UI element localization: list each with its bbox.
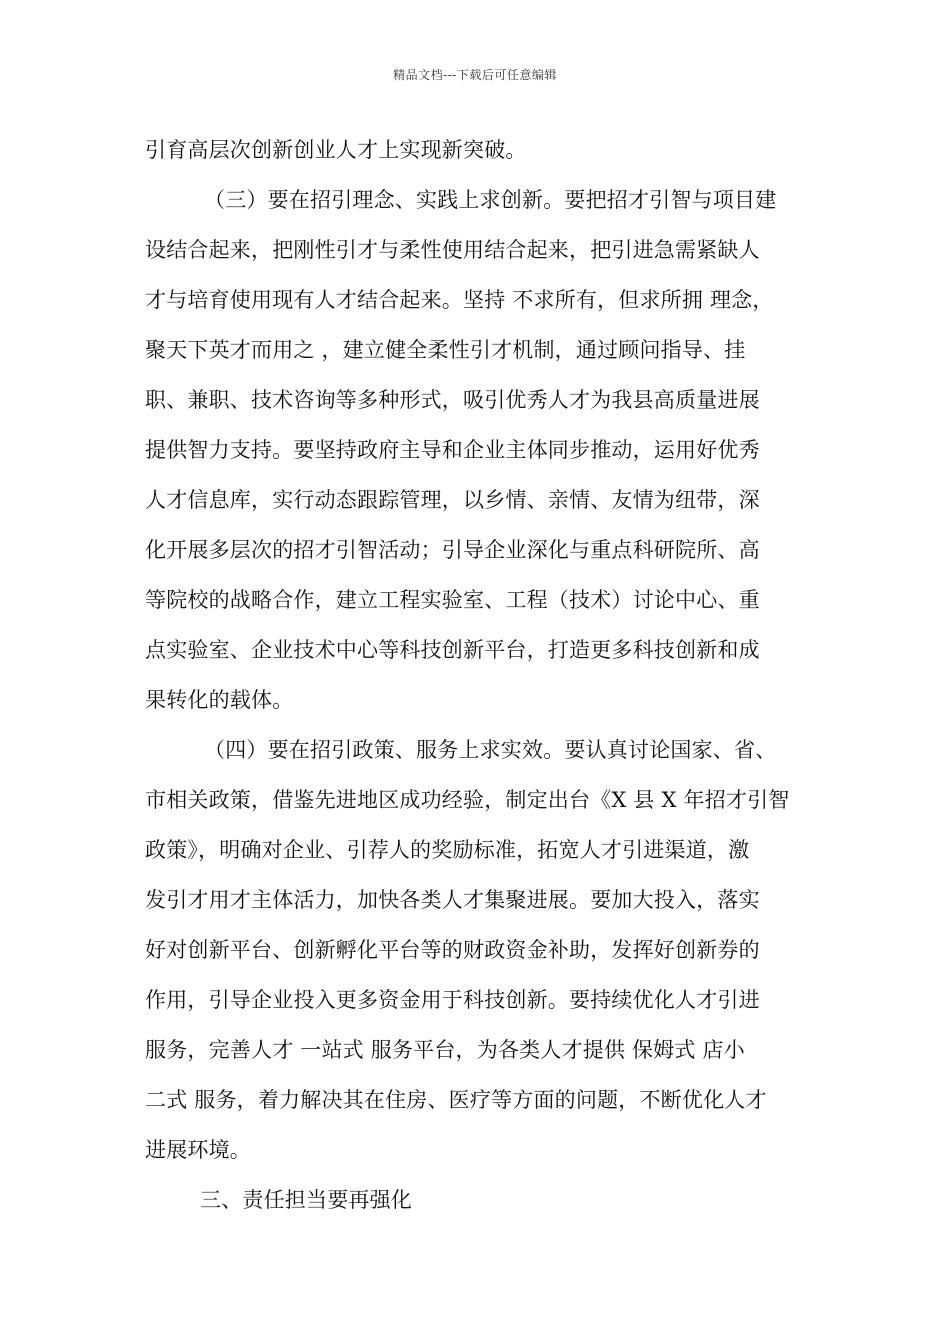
body-line: 好对创新平台、创新孵化平台等的财政资金补助，发挥好创新券的 (145, 938, 760, 962)
body-line: 进展环境。 (145, 1138, 251, 1162)
body-line: 作用，引导企业投入更多资金用于科技创新。要持续优化人才引进 (145, 988, 760, 1012)
section-heading: 三、责任担当要再强化 (200, 1188, 412, 1212)
body-line: （四）要在招引政策、服务上求实效。要认真讨论国家、省、 (204, 738, 777, 762)
body-line: 化开展多层次的招才引智活动；引导企业深化与重点科研院所、高 (145, 538, 760, 562)
body-line: 二式 服务，着力解决其在住房、医疗等方面的问题，不断优化人才 (145, 1088, 767, 1112)
body-line: 人才信息库，实行动态跟踪管理，以乡情、亲情、友情为纽带，深 (145, 488, 760, 512)
body-line: 点实验室、企业技术中心等科技创新平台，打造更多科技创新和成 (145, 638, 760, 662)
body-line: 才与培育使用现有人才结合起来。坚持 不求所有，但求所拥 理念， (145, 288, 774, 312)
page-header: 精品文档---下载后可任意编辑 (393, 68, 557, 82)
body-line: 设结合起来，把刚性引才与柔性使用结合起来，把引进急需紧缺人 (145, 238, 760, 262)
body-line: 发引才用才主体活力，加快各类人才集聚进展。要加大投入，落实 (145, 888, 760, 912)
body-line: 职、兼职、技术咨询等多种形式，吸引优秀人才为我县高质量进展 (145, 388, 760, 412)
body-line: 果转化的载体。 (145, 688, 294, 712)
body-line: 引育高层次创新创业人才上实现新突破。 (145, 138, 527, 162)
body-line: 政策》，明确对企业、引荐人的奖励标准，拓宽人才引进渠道，激 (145, 838, 750, 862)
body-line: 聚天下英才而用之 ，建立健全柔性引才机制，通过顾问指导、挂 (145, 338, 746, 362)
body-line: 等院校的战略合作，建立工程实验室、工程（技术）讨论中心、重 (145, 588, 760, 612)
body-line: （三）要在招引理念、实践上求创新。要把招才引智与项目建 (204, 188, 777, 212)
body-line: 市相关政策，借鉴先进地区成功经验，制定出台《X 县 X 年招才引智 (145, 788, 790, 812)
body-line: 提供智力支持。要坚持政府主导和企业主体同步推动，运用好优秀 (145, 438, 760, 462)
body-line: 服务，完善人才 一站式 服务平台，为各类人才提供 保姆式 店小 (145, 1038, 745, 1062)
